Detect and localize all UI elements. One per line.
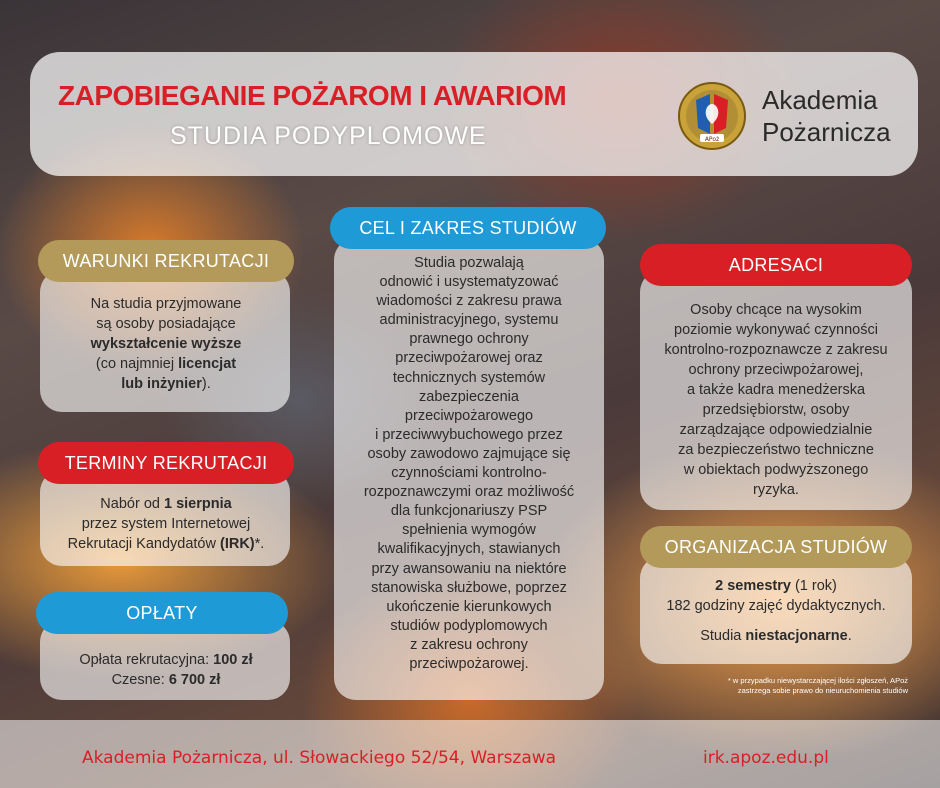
footer-url-link[interactable]: irk.apoz.edu.pl: [703, 748, 829, 768]
adresaci-line: w obiektach podwyższonego: [683, 462, 869, 478]
organizacja-line: 182 godziny zajęć dydaktycznych.: [666, 598, 886, 614]
cel-line: przeciwpożarowej oraz: [395, 350, 543, 367]
terminy-text: [42, 494, 290, 554]
cel-line: przy awansowaniu na niektóre: [371, 560, 567, 577]
cel-text: [336, 254, 602, 674]
cel-line: spełnienia wymogów: [402, 522, 536, 539]
organizacja-span: .: [847, 628, 852, 644]
oplaty-bold: 100 zł: [213, 652, 253, 668]
adresaci-line: za bezpieczeństwo techniczne: [678, 442, 874, 458]
warunki-label: WARUNKI REKRUTACJI: [38, 240, 294, 282]
adresaci-line: poziomie wykonywać czynności: [674, 322, 878, 338]
terminy-span: Nabór od: [100, 496, 164, 512]
cel-line: wiadomości z zakresu prawa: [376, 293, 562, 310]
cel-line: osoby zawodowo zajmujące się: [367, 445, 571, 462]
terminy-span: *.: [254, 536, 265, 552]
logo-text-line1: Akademia: [762, 85, 878, 115]
logo-badge-text: APoż: [704, 136, 720, 143]
cel-line: studiów podyplomowych: [390, 617, 548, 634]
cel-line: kwalifikacyjnych, stawianych: [377, 541, 561, 558]
warunki-span: (co najmniej: [95, 356, 179, 372]
terminy-line: przez system Internetowej: [81, 516, 251, 532]
adresaci-line: zarządzające odpowiedzialnie: [679, 422, 873, 438]
oplaty-text: [46, 650, 286, 690]
cel-line: Studia pozwalają: [414, 255, 524, 271]
warunki-bold: licencjat: [178, 356, 237, 372]
warunki-bold: wykształcenie wyższe: [90, 336, 242, 352]
cel-line: zabezpieczenia: [419, 388, 519, 405]
terminy-span: Rekrutacji Kandydatów: [67, 536, 220, 552]
adresaci-line: ochrony przeciwpożarowej,: [688, 362, 864, 378]
oplaty-bold: 6 700 zł: [168, 672, 221, 688]
warunki-line: są osoby posiadające: [96, 316, 236, 332]
adresaci-line: ryzyka.: [753, 482, 799, 498]
terminy-label: TERMINY REKRUTACJI: [38, 442, 294, 484]
warunki-span: ).: [201, 376, 211, 392]
organizacja-label: ORGANIZACJA STUDIÓW: [640, 526, 912, 568]
page-subtitle: STUDIA PODYPLOMOWE: [170, 122, 487, 150]
organizacja-span: (1 rok): [790, 578, 837, 594]
oplaty-label: OPŁATY: [36, 592, 288, 634]
cel-line: ukończenie kierunkowych: [386, 598, 552, 615]
adresaci-line: Osoby chcące na wysokim: [690, 302, 862, 318]
footnote-line: zastrzega sobie prawo do nieuruchomienia studiów: [737, 686, 908, 695]
organizacja-text: [642, 576, 910, 646]
terminy-bold: 1 sierpnia: [163, 496, 232, 512]
cel-line: przeciwpożarowego: [404, 407, 534, 424]
footnote: [652, 676, 908, 696]
warunki-bold: lub inżynier: [121, 376, 202, 392]
terminy-bold: (IRK): [220, 536, 255, 552]
page-title: ZAPOBIEGANIE POŻAROM I AWARIOM: [58, 80, 567, 111]
organizacja-bold: 2 semestry: [715, 578, 791, 594]
oplaty-span: Czesne:: [111, 672, 169, 688]
footnote-line: * w przypadku niewystarczającej ilości zgłoszeń, APoż: [727, 676, 908, 685]
footer-address: Akademia Pożarnicza, ul. Słowackiego 52/54, Warszawa: [82, 748, 557, 768]
adresaci-line: a także kadra menedżerska: [686, 382, 866, 398]
logo-text-line2: Pożarnicza: [762, 117, 891, 147]
cel-line: czynnościami kontrolno-: [391, 465, 547, 482]
oplaty-span: Opłata rekrutacyjna:: [79, 652, 214, 668]
cel-label: CEL I ZAKRES STUDIÓW: [330, 207, 606, 249]
warunki-text: [46, 294, 286, 394]
cel-line: prawnego ochrony: [409, 331, 529, 348]
cel-line: dla funkcjonariuszy PSP: [390, 503, 548, 520]
adresaci-label: ADRESACI: [640, 244, 912, 286]
adresaci-text: [642, 300, 910, 500]
cel-line: rozpoznawczymi oraz możliwość: [363, 484, 575, 501]
cel-line: administracyjnego, systemu: [379, 312, 559, 329]
cel-line: z zakresu ochrony: [410, 636, 528, 653]
organizacja-span: Studia: [700, 628, 746, 644]
adresaci-line: kontrolno-rozpoznawcze z zakresu: [664, 342, 888, 358]
cel-line: i przeciwwybuchowego przez: [375, 426, 563, 443]
cel-line: stanowiska służbowe, poprzez: [371, 579, 567, 596]
cel-line: przeciwpożarowej.: [409, 655, 529, 672]
cel-line: technicznych systemów: [392, 369, 546, 386]
organizacja-bold: niestacjonarne: [745, 628, 848, 644]
cel-line: odnowić i usystematyzować: [379, 274, 559, 291]
warunki-line: Na studia przyjmowane: [90, 296, 242, 312]
logo-text: [762, 84, 891, 148]
akademia-logo-icon: [676, 80, 748, 152]
adresaci-line: przedsiębiorstw, osoby: [702, 402, 850, 418]
